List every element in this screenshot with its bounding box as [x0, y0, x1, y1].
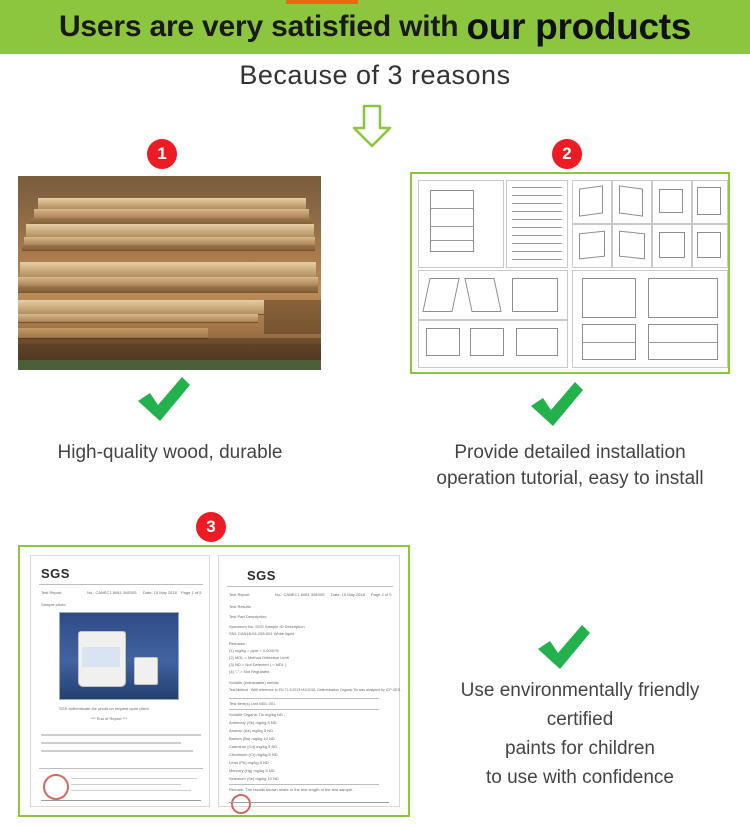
diagram-line	[512, 195, 562, 196]
diagram-part	[579, 185, 603, 216]
diagram-part	[426, 328, 460, 356]
reason-3-caption	[420, 676, 740, 792]
report-page-right	[218, 555, 400, 807]
report-meta-date-right: Date: 15 May 2018	[331, 592, 365, 597]
subheadline: Because of 3 reasons	[239, 60, 511, 90]
report-line	[41, 734, 201, 736]
diagram-line	[430, 240, 474, 241]
wood-plank	[22, 245, 315, 250]
report-line	[41, 742, 181, 744]
report-section-right-6: (2) MDL = Method Detection Limit	[229, 655, 289, 660]
green-check-icon-2	[527, 382, 583, 428]
report-meta-page-left: Page 1 of 5	[181, 590, 202, 595]
report-line	[41, 800, 201, 801]
diagram-line	[648, 342, 718, 343]
diagram-line	[512, 259, 562, 260]
report-table-row: Soluble Organic Tin mg/kg ND -	[229, 712, 286, 717]
paint-can	[134, 657, 158, 685]
diagram-line	[512, 203, 562, 204]
reason-3-caption-line3: paints for children	[505, 738, 655, 759]
header-text-normal: Users are very satisfied with	[58, 10, 467, 43]
report-table-row: Arsenic (As) mg/kg 5 ND	[229, 728, 274, 733]
assembly-diagram-grid	[416, 178, 724, 368]
diagram-line	[512, 219, 562, 220]
diagram-cell	[506, 180, 568, 268]
diagram-part	[648, 278, 718, 318]
assembly-diagram	[410, 172, 730, 374]
report-section-right-2: Specimen No. SGS Sample ID Description	[229, 624, 305, 629]
diagram-part	[697, 187, 721, 215]
report-meta-date-left: Date: 15 May 2018	[143, 590, 177, 595]
reason-3-caption-line1: Use environmentally friendly	[460, 680, 700, 701]
diagram-line	[512, 187, 562, 188]
report-section-right-3: SN1 CAN18-04-208-001 White liquid	[229, 631, 295, 636]
diagram-line	[430, 208, 474, 209]
report-rule	[39, 768, 203, 769]
report-section-right-5: (1) mg/kg = ppm = 0.0001%	[229, 648, 279, 653]
diagram-part	[582, 278, 636, 318]
report-footnote-right: Remark: The results shown relate to the test length of the test sample.	[229, 787, 354, 792]
reason-1-caption-line1: High-quality wood, durable	[57, 442, 283, 463]
report-table-row: Selenium (Se) mg/kg 10 ND	[229, 776, 279, 781]
report-table-row: Mercury (Hg) mg/kg 5 ND	[229, 768, 275, 773]
report-rule	[229, 698, 379, 699]
header-banner	[0, 0, 750, 54]
report-table-row: Lead (Pb) mg/kg 5 ND	[229, 760, 269, 765]
diagram-part	[430, 190, 474, 252]
wood-plank	[18, 286, 318, 292]
wood-photo	[18, 176, 321, 370]
diagram-line	[512, 211, 562, 212]
report-page-left	[30, 555, 210, 807]
reason-badge-1: 1	[147, 139, 177, 169]
diagram-part	[619, 185, 643, 216]
report-footnote-left-2: *** End of Report ***	[91, 716, 128, 721]
report-line	[41, 750, 193, 752]
diagram-line	[582, 342, 636, 343]
wood-photo-floor-edge	[18, 360, 321, 370]
report-meta-no-left: No.: CANEC1 8081 30830S	[87, 590, 137, 595]
report-table-row: Antimony (Sb) mg/kg 5 ND	[229, 720, 277, 725]
report-line	[71, 778, 197, 779]
diagram-part	[512, 278, 558, 312]
reason-2-caption-line1: Provide detailed installation	[454, 442, 686, 463]
report-footnote-left-1: SGS authenticate the photo on request upon client	[59, 706, 149, 711]
diagram-part	[659, 189, 683, 213]
certification-stamp	[231, 794, 251, 814]
report-section-right-0: Test Results	[229, 604, 251, 609]
report-rule	[39, 584, 203, 585]
diagram-line	[512, 243, 562, 244]
diagram-part	[579, 231, 605, 260]
reason-2-caption	[400, 440, 740, 492]
diagram-part	[697, 232, 721, 258]
wood-plank	[18, 277, 318, 286]
green-check-icon-1	[134, 377, 190, 423]
report-table-header: Test Item(s) Unit MDL 001	[229, 701, 276, 706]
green-check-icon-3	[534, 625, 590, 671]
report-table-row: Chromium (Cr) mg/kg 5 ND	[229, 752, 278, 757]
report-section-right-9: Soluble (extractable) metals	[229, 680, 279, 685]
diagram-line	[512, 251, 562, 252]
wood-plank	[26, 224, 314, 237]
report-table-row: Cadmium (Cd) mg/kg 5 ND	[229, 744, 278, 749]
diagram-line	[512, 227, 562, 228]
sgs-report-image	[18, 545, 410, 817]
arrow-down-icon	[350, 104, 394, 148]
reason-2-caption-line2: operation tutorial, easy to install	[436, 468, 704, 489]
diagram-part	[516, 328, 558, 356]
report-rule	[229, 784, 379, 785]
reason-1-caption	[10, 440, 330, 466]
diagram-part	[619, 231, 645, 260]
report-line	[229, 802, 389, 803]
report-section-right-1: Test Part Description:	[229, 614, 268, 619]
report-rule	[227, 586, 393, 587]
report-line	[71, 790, 191, 791]
reason-badge-3: 3	[196, 512, 226, 542]
wood-plank	[18, 328, 208, 338]
wood-plank	[20, 262, 316, 277]
wood-plank	[38, 198, 306, 209]
sgs-logo-right: SGS	[247, 568, 276, 583]
report-section-right-4: Remarks :	[229, 641, 248, 646]
wood-plank	[18, 314, 258, 322]
paint-bucket-label	[82, 647, 120, 667]
report-table-row: Barium (Ba) mg/kg 10 ND	[229, 736, 275, 741]
report-line	[71, 784, 181, 785]
report-section-right-10: Test Method : With reference to EN 71-3:2013+A3:2018, Determination Organic Tin was analyzed by ICP-OES.	[229, 688, 402, 692]
top-orange-stub	[286, 0, 358, 4]
wood-plank	[18, 300, 264, 314]
report-title-right: Test Report	[229, 592, 250, 597]
report-meta-page-right: Page 2 of 5	[371, 592, 392, 597]
certification-stamp	[43, 774, 69, 800]
header-text-strong: our products	[466, 6, 692, 47]
wood-photo-shadow	[264, 300, 321, 334]
report-title-left: Test Report	[41, 590, 62, 595]
sgs-logo-left: SGS	[41, 566, 70, 581]
reason-badge-2: 2	[552, 139, 582, 169]
diagram-line	[512, 235, 562, 236]
report-section-right-7: (3) ND = Not Detected ( < MDL )	[229, 662, 287, 667]
report-section-right-8: (4) "-" = Not Regulated	[229, 669, 270, 674]
reason-3-caption-line4: to use with confidence	[485, 767, 674, 788]
diagram-line	[430, 226, 474, 227]
report-rule	[229, 709, 379, 710]
reason-3-caption-line2: certified	[546, 709, 614, 730]
wood-plank	[24, 237, 315, 245]
diagram-part	[470, 328, 504, 356]
diagram-part	[659, 232, 685, 258]
paint-product-photo	[59, 612, 179, 700]
wood-plank	[34, 209, 309, 218]
report-section-left: Sample photo	[41, 602, 66, 607]
report-meta-no-right: No.: CANEC1 8081 30830S	[275, 592, 325, 597]
